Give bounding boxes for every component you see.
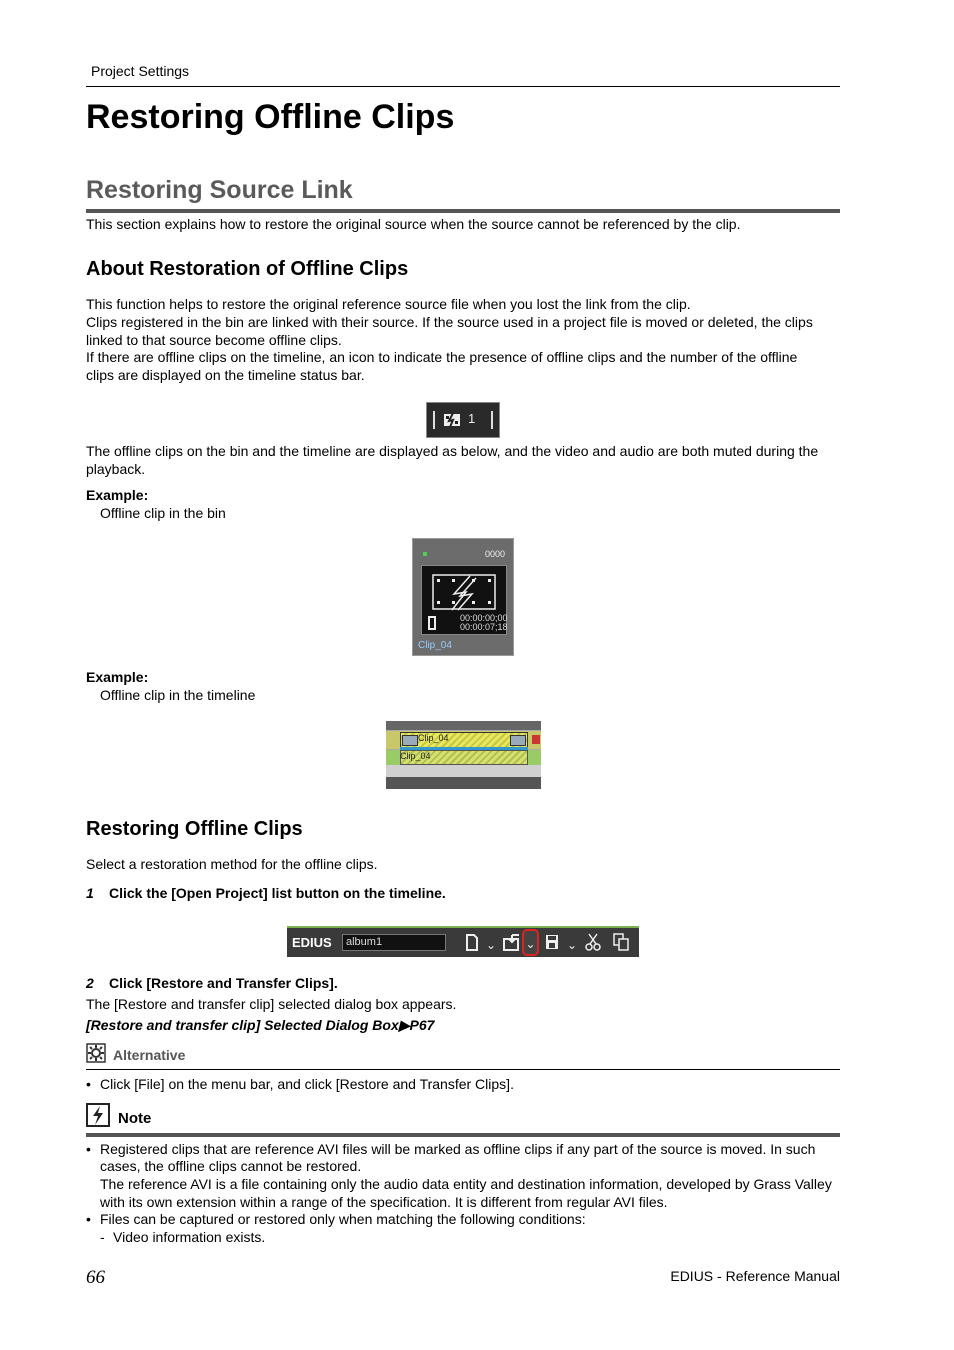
offline-thumbnail-icon xyxy=(432,574,496,612)
edius-logo: EDIUS xyxy=(292,935,332,950)
clip-thumb-out xyxy=(510,735,526,746)
film-icon xyxy=(428,616,436,630)
open-project-list-button[interactable] xyxy=(522,929,539,956)
sub-bullet-dash: - xyxy=(100,1229,105,1245)
alternative-icon xyxy=(86,1043,106,1063)
offline-clip-count: 1 xyxy=(468,411,476,426)
timeline-bottom xyxy=(386,777,541,789)
arrow-right-icon: ▶ xyxy=(398,1017,410,1033)
next-clip-marker xyxy=(532,735,540,744)
step-1-text: Click the [Open Project] list button on the timeline. xyxy=(109,885,446,901)
new-project-dropdown-icon[interactable]: ⌄ xyxy=(486,938,497,952)
step-2-text: Click [Restore and Transfer Clips]. xyxy=(109,975,338,991)
note-1-line-3: The reference AVI is a file containing only the audio data entity and destination information, developed by Grass Valley xyxy=(100,1176,832,1192)
section-intro: This section explains how to restore the original source when the source cannot be referenced by the clip. xyxy=(86,216,741,232)
save-dropdown-icon[interactable]: ⌄ xyxy=(567,938,578,952)
timeline-clip-figure xyxy=(386,721,541,789)
cross-reference-page: P67 xyxy=(409,1017,435,1033)
status-separator-left xyxy=(433,411,435,429)
page-title: Restoring Offline Clips xyxy=(86,98,455,136)
audio-clip-label: Clip_04 xyxy=(400,751,431,761)
clip-name: Clip_04 xyxy=(418,640,452,651)
page-number: 66 xyxy=(86,1267,105,1288)
step-2-number: 2 xyxy=(86,975,94,991)
clip-tc-out: 00:00:07;18 xyxy=(460,622,508,632)
about-paragraph-1: This function helps to restore the original reference source file when you lost the link from the clip. xyxy=(86,296,691,312)
bin-clip-figure xyxy=(412,538,514,656)
note-1-line-2: cases, the offline clips cannot be restored. xyxy=(100,1158,362,1174)
chevron-down-icon: ⌄ xyxy=(525,937,536,951)
step-1-number: 1 xyxy=(86,885,94,901)
note-label: Note xyxy=(118,1110,152,1127)
step-2-description: The [Restore and transfer clip] selected dialog box appears. xyxy=(86,996,457,1012)
alternative-label: Alternative xyxy=(113,1047,186,1063)
new-project-icon[interactable] xyxy=(465,934,479,951)
bullet-icon: • xyxy=(86,1141,91,1157)
cross-reference[interactable] xyxy=(86,1017,434,1034)
video-clip-label: Clip_04 xyxy=(418,733,449,743)
timeline-status-figure xyxy=(426,402,500,438)
restoring-heading: Restoring Offline Clips xyxy=(86,818,303,840)
timeline-ruler xyxy=(386,721,541,730)
clip-counter: 0000 xyxy=(485,549,506,559)
cut-icon[interactable] xyxy=(585,933,601,951)
bullet-icon: • xyxy=(86,1076,91,1092)
about-paragraph-3b: clips are displayed on the timeline status bar. xyxy=(86,367,365,383)
note-icon xyxy=(86,1103,110,1127)
clip-thumb-in xyxy=(402,735,418,746)
note-1-line-4: with its own extension within a range of the specification. It is different from regular AVI files. xyxy=(100,1194,668,1210)
about-paragraph-4a: The offline clips on the bin and the timeline are displayed as below, and the video and audio are both muted during the xyxy=(86,443,819,459)
project-name-field[interactable]: album1 xyxy=(342,934,446,951)
note-rule xyxy=(86,1133,840,1137)
clip-status-dot xyxy=(423,552,427,556)
header-rule xyxy=(86,86,840,87)
offline-clip-icon xyxy=(443,412,461,428)
about-paragraph-2a: Clips registered in the bin are linked with their source. If the source used in a project file is moved or deleted, the clips xyxy=(86,314,813,330)
save-project-icon[interactable] xyxy=(545,934,559,950)
about-paragraph-3a: If there are offline clips on the timeline, an icon to indicate the presence of offline clips and the number of the offline xyxy=(86,349,798,365)
footer-manual-title: EDIUS - Reference Manual xyxy=(670,1268,840,1284)
note-1-line-1: Registered clips that are reference AVI files will be marked as offline clips if any part of the source is moved. In such xyxy=(100,1141,816,1157)
status-separator-right xyxy=(491,411,493,429)
about-paragraph-4b: playback. xyxy=(86,461,146,477)
alternative-item: Click [File] on the menu bar, and click [Restore and Transfer Clips]. xyxy=(100,1076,514,1092)
clip-tc-in: 00:00:00;00 xyxy=(460,613,508,623)
example-caption-bin: Offline clip in the bin xyxy=(100,505,226,521)
about-heading: About Restoration of Offline Clips xyxy=(86,258,409,280)
open-project-icon[interactable] xyxy=(503,933,521,951)
bullet-icon: • xyxy=(86,1211,91,1227)
section-title: Restoring Source Link xyxy=(86,176,353,204)
timeline-empty-track xyxy=(386,765,541,777)
restoring-intro: Select a restoration method for the offline clips. xyxy=(86,856,378,872)
about-paragraph-2b: linked to that source become offline clips. xyxy=(86,332,342,348)
example-label-1: Example: xyxy=(86,487,149,503)
clip-thumbnail xyxy=(421,565,507,635)
copy-icon[interactable] xyxy=(613,933,629,951)
example-label-2: Example: xyxy=(86,669,149,685)
example-caption-timeline: Offline clip in the timeline xyxy=(100,687,256,703)
note-2-sub: Video information exists. xyxy=(113,1229,266,1245)
alternative-rule xyxy=(86,1069,840,1070)
section-rule xyxy=(86,209,840,213)
note-2: Files can be captured or restored only when matching the following conditions: xyxy=(100,1211,586,1227)
timeline-toolbar-figure xyxy=(287,926,639,957)
cross-reference-text: [Restore and transfer clip] Selected Dialog Box xyxy=(86,1017,399,1033)
running-header: Project Settings xyxy=(91,63,190,79)
